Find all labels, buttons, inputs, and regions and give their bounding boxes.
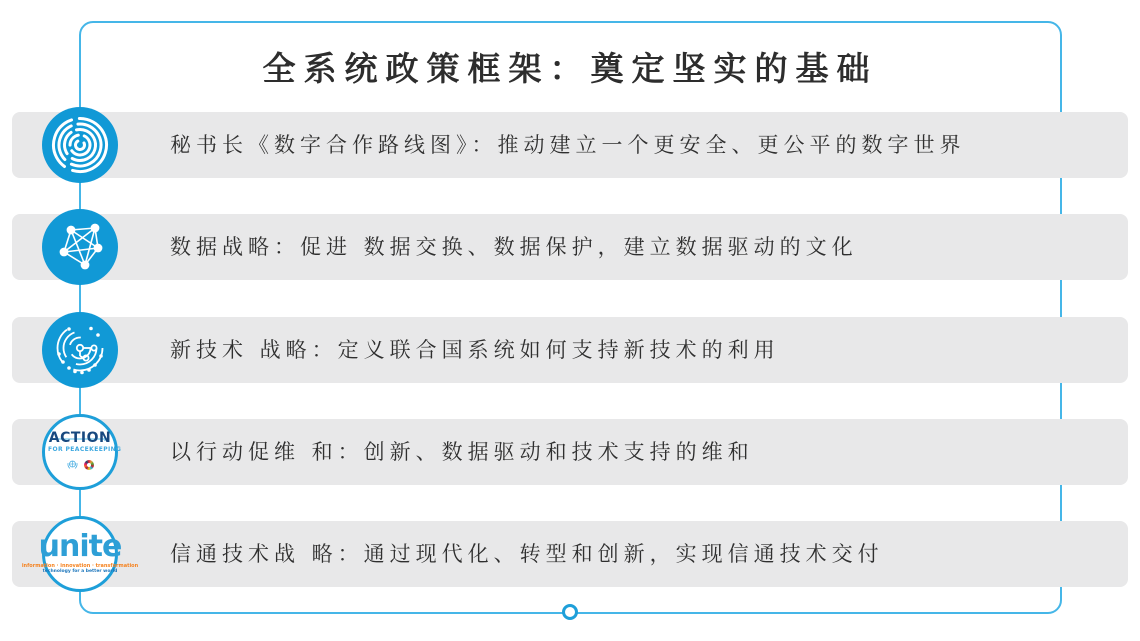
policy-row-digital-cooperation [0, 112, 1140, 178]
row-text: 信通技术战 略：通过现代化、转型和创新，实现信通技术交付 [170, 542, 884, 566]
policy-row-data-strategy [0, 214, 1140, 280]
action-for-peacekeeping-logo [42, 414, 122, 490]
unite-wordmark: unite [38, 528, 122, 564]
a4p-wordmark: ACTION [48, 430, 112, 446]
new-technology-circuit-icon [42, 312, 118, 388]
sdg-wheel-icon [84, 460, 94, 470]
fingerprint-icon [42, 107, 118, 183]
slide-title: 全系统政策框架：奠定坚实的基础 [262, 49, 878, 88]
policy-row-a4p [0, 419, 1140, 485]
a4p-arrow-icon [50, 437, 110, 441]
un-emblem-icon [67, 457, 78, 473]
policy-row-new-technology [0, 317, 1140, 383]
data-network-icon [42, 209, 118, 285]
row-text: 数据战略：促进 数据交换、数据保护，建立数据驱动的文化 [170, 235, 858, 259]
row-text: 秘书长《数字合作路线图》：推动建立一个更安全、更公平的数字世界 [170, 133, 966, 157]
row-text: 以行动促维 和：创新、数据驱动和技术支持的维和 [170, 440, 754, 464]
unite-tagline-2: technology for a better world [42, 568, 118, 574]
policy-row-unite [0, 521, 1140, 587]
row-text: 新技术 战略：定义联合国系统如何支持新技术的利用 [170, 338, 780, 362]
a4p-subtitle: FOR PEACEKEEPING [48, 446, 122, 453]
bottom-marker-dot [562, 604, 578, 620]
a4p-emblems [48, 457, 112, 473]
unite-logo [21, 516, 139, 592]
unite-tagline-1: information · innovation · transformation [21, 562, 139, 569]
